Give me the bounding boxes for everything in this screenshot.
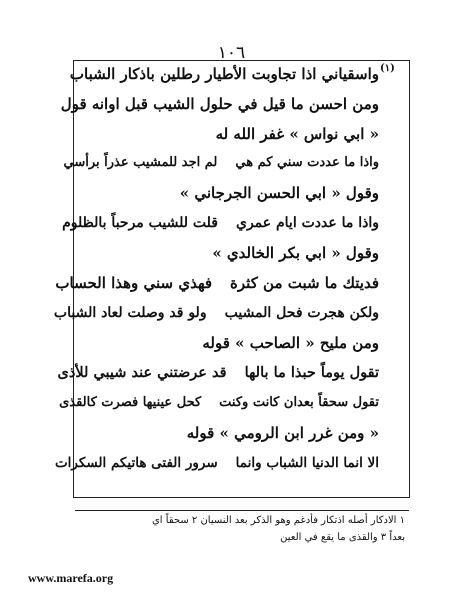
- verse-line-1: واسقياني اذا تجاوبت الأطيار رطلين باذكار الشباب: [69, 65, 379, 83]
- footnote-divider: [75, 510, 409, 511]
- watermark-url: www.marefa.org: [28, 571, 114, 585]
- verse-8-second-hemistich: سرور الفتى هاتيكم السكرات: [54, 455, 218, 471]
- verse-7-first-hemistich: تقول سحقاً بعدان كانت وكنت: [219, 395, 379, 410]
- verse-line-8: [55, 453, 379, 473]
- verse-line-7: [59, 393, 379, 413]
- verse-3-second-hemistich: قلت للشيب مرحباً بالظلوم: [62, 215, 218, 231]
- verse-6-second-hemistich: قد عرضتني عند شيبي للأذى: [57, 364, 227, 381]
- verse-line-3: [62, 213, 379, 233]
- verse-2-second-hemistich: لم اجد للمشيب عذراً برأسي: [63, 155, 218, 170]
- verse-8-first-hemistich: الا انما الدنيا الشباب وانما: [235, 455, 379, 471]
- poet-intro-ibn-rumi: « ومن غرر ابن الرومي » قوله: [186, 424, 379, 442]
- poet-intro-khalidi: وقول « ابي بكر الخالدي »: [212, 244, 379, 262]
- verse-4-second-hemistich: فهذي سني وهذا الحساب: [55, 274, 213, 292]
- page-number: ١٠٦: [217, 43, 246, 63]
- verse-6-first-hemistich: تقول يوماً حبذا ما بالها: [244, 364, 379, 381]
- poet-intro-abi-nuwas: « ابي نواس » غفر الله له: [215, 125, 379, 143]
- verse-5-second-hemistich: ولو قد وصلت لعاد الشباب: [53, 305, 207, 321]
- prose-line-1: ومن احسن ما قيل في حلول الشيب قبل اوانه قول: [60, 95, 379, 113]
- verse-5-first-hemistich: ولكن هجرت فحل المشيب: [224, 305, 379, 321]
- verse-line-4: [55, 273, 379, 293]
- verse-7-second-hemistich: كحل عينيها فصرت كالقذى: [59, 395, 202, 410]
- verse-line-5: [54, 303, 379, 323]
- footnote-line-2: بعداً ٣ والقذى ما يقع في العين: [280, 532, 405, 543]
- footnote-line-1: ١ الادكار أصله اذتكار فأدغم وهو الذكر بعد النسيان ٢ سحقاً اي: [151, 515, 405, 526]
- verse-2-first-hemistich: واذا ما عددت سني كم هي: [235, 155, 379, 170]
- poet-intro-sahib: ومن مليح « الصاحب » قوله: [202, 334, 379, 352]
- poet-intro-jurjani: وقول « ابي الحسن الجرجاني »: [179, 184, 379, 202]
- verse-line-2: [64, 153, 380, 173]
- verse-4-first-hemistich: فديتك ما شبت من كثرة: [230, 274, 379, 292]
- footnote-marker: (١): [380, 63, 395, 74]
- verse-line-6: [58, 363, 379, 383]
- verse-3-first-hemistich: واذا ما عددت ايام عمري: [235, 215, 379, 231]
